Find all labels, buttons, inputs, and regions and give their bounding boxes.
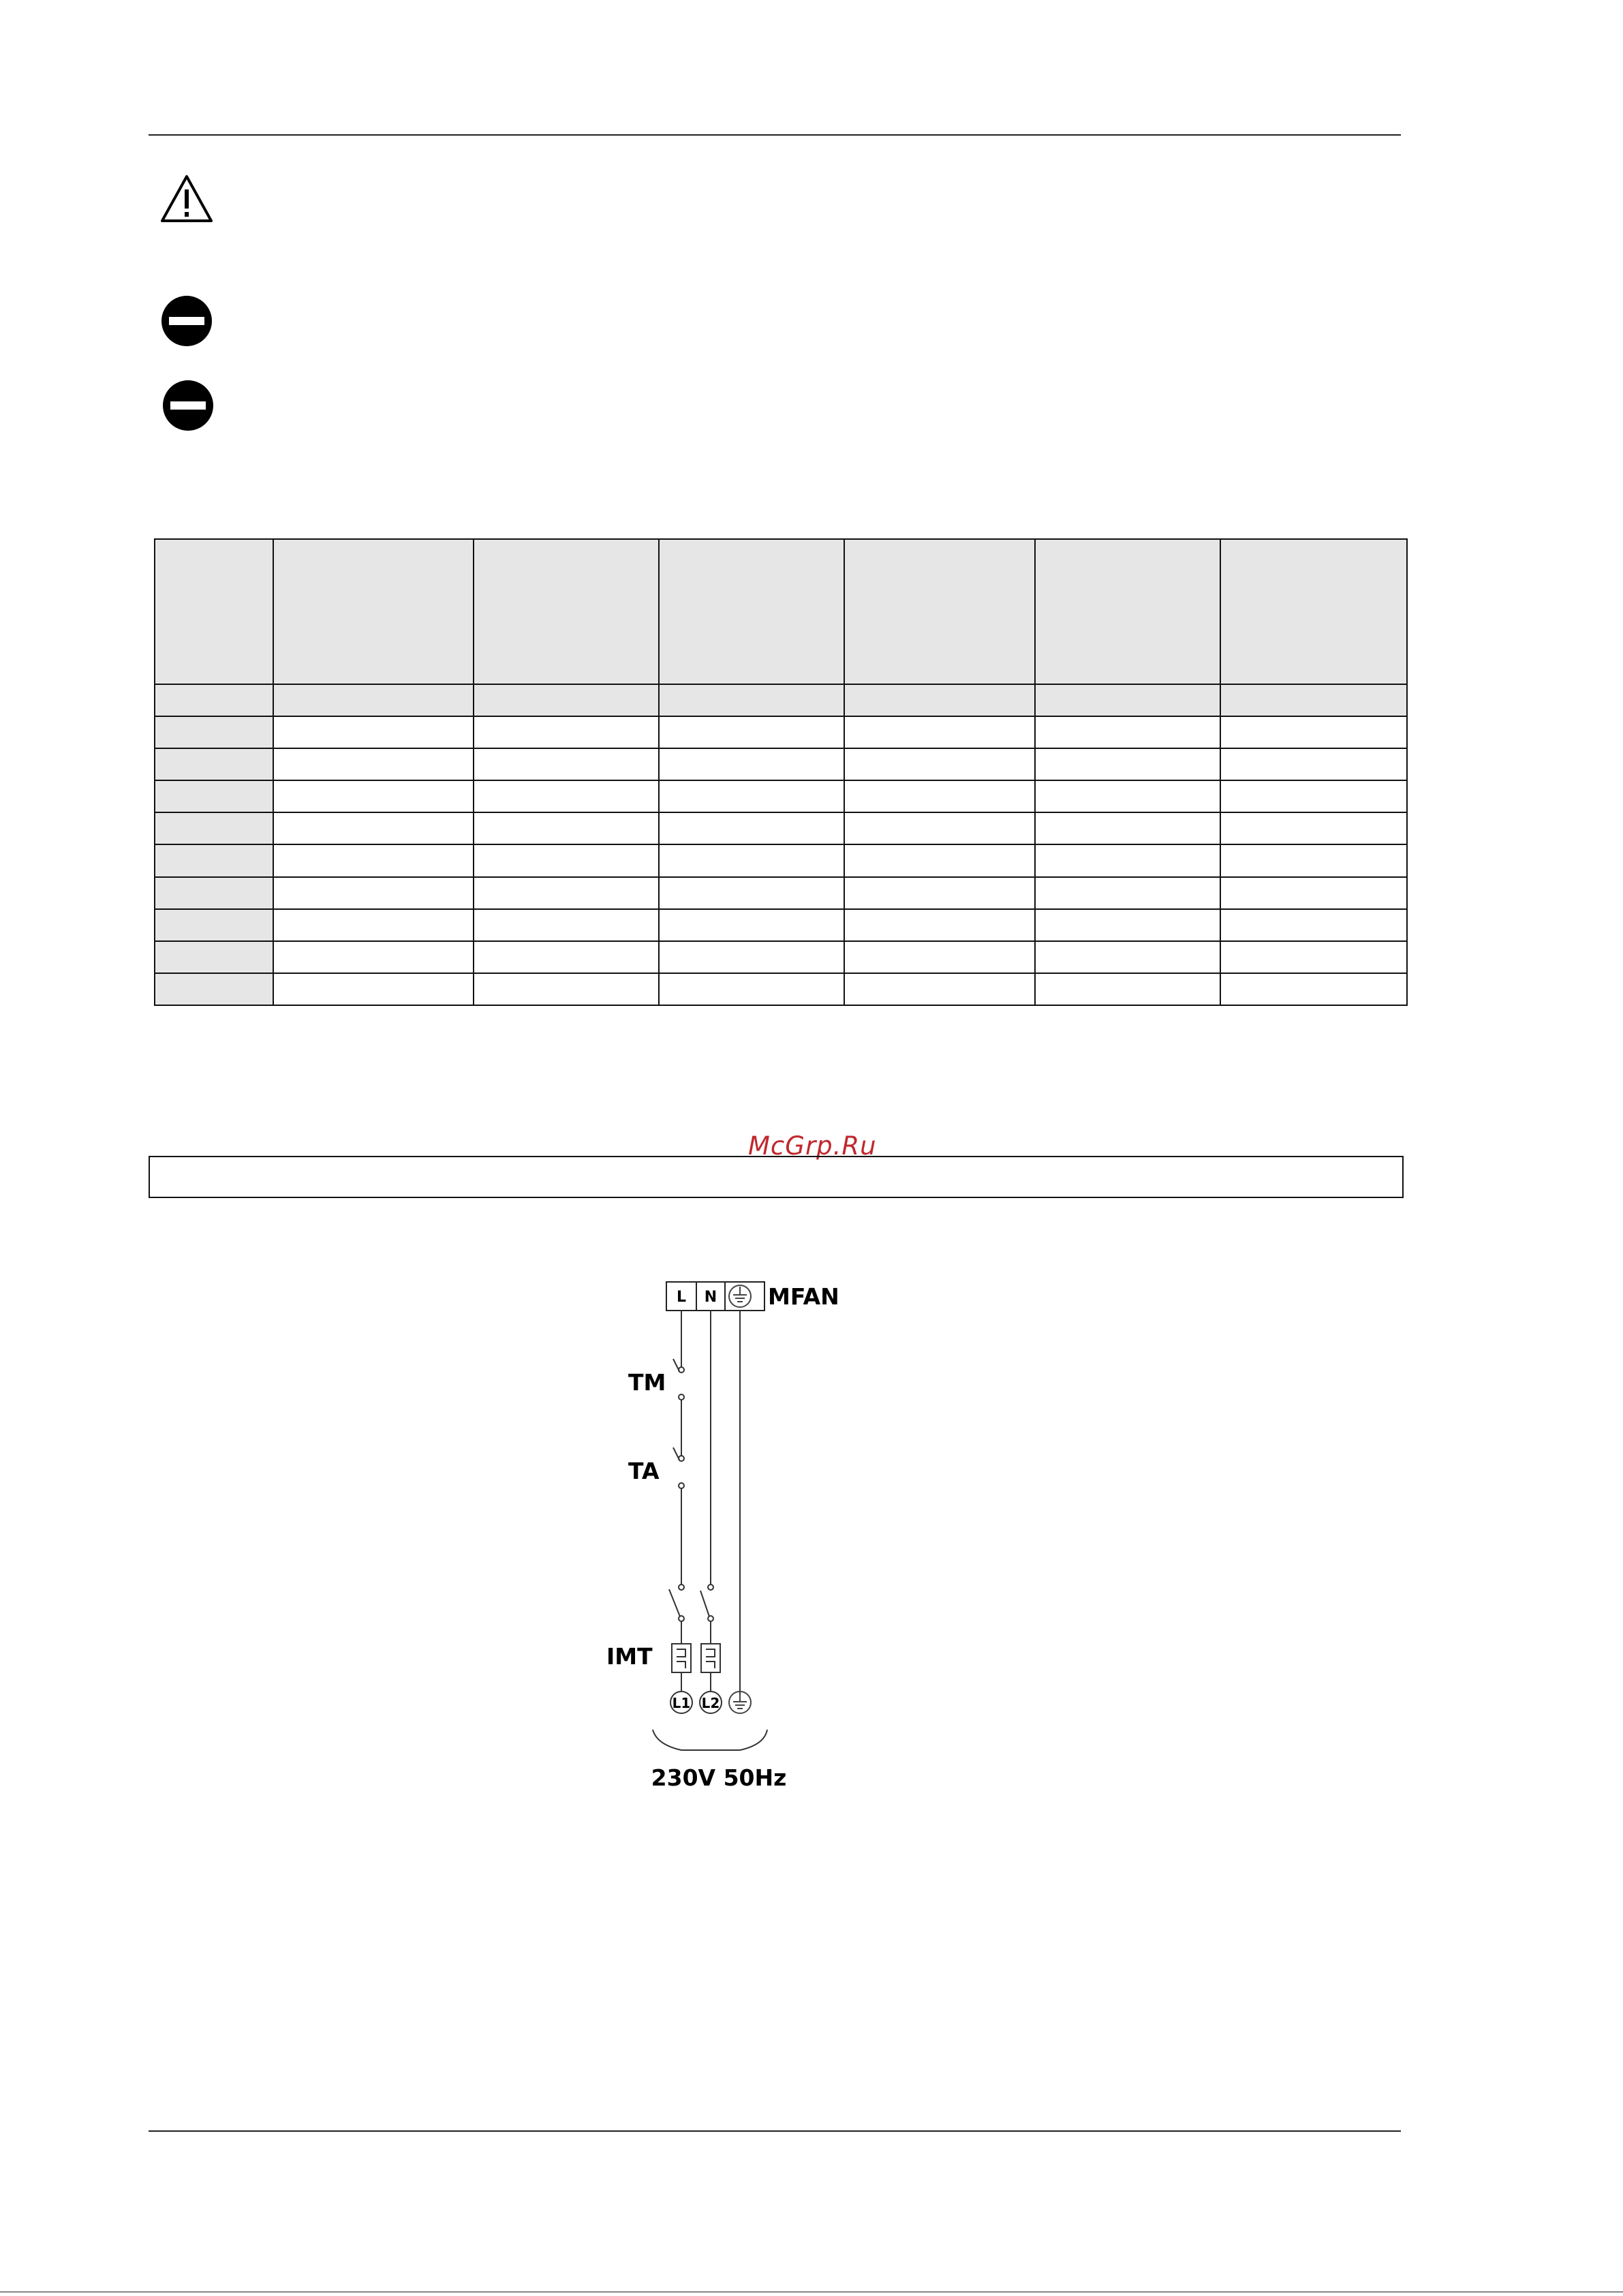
prohibition-icon (159, 294, 214, 348)
table-cell (1035, 973, 1220, 1005)
table-cell (659, 844, 844, 876)
table-cell (1035, 877, 1220, 909)
table-cell (844, 844, 1035, 876)
table-row (155, 973, 1407, 1005)
warning-triangle-icon (159, 173, 214, 225)
table-cell (1035, 941, 1220, 973)
table-cell (844, 909, 1035, 941)
imt-breaker (672, 1644, 720, 1672)
prohibition-icon (161, 378, 215, 433)
table-cell (474, 812, 659, 844)
table-header-cell (155, 539, 273, 684)
table-cell (273, 909, 474, 941)
table-row (155, 748, 1407, 780)
table-header-cell (844, 539, 1035, 684)
table-cell (659, 877, 844, 909)
table-cell (659, 748, 844, 780)
table-cell (273, 844, 474, 876)
fan-label: MFAN (768, 1283, 839, 1310)
watermark: McGrp.Ru (748, 1131, 877, 1161)
table-header-cell (273, 539, 474, 684)
table-cell (844, 941, 1035, 973)
table-cell (659, 812, 844, 844)
table-cell (844, 748, 1035, 780)
table-row-label (155, 941, 273, 973)
wiring-diagram (586, 1268, 872, 1799)
table-cell (1220, 941, 1407, 973)
table-header-row (155, 539, 1407, 684)
table-cell (1035, 748, 1220, 780)
table-row-label (155, 877, 273, 909)
table-cell (844, 716, 1035, 748)
header-rule (149, 134, 1401, 136)
table-row (155, 844, 1407, 876)
table-cell (474, 684, 659, 716)
table-row (155, 716, 1407, 748)
table-cell (1220, 877, 1407, 909)
table-row (155, 780, 1407, 812)
table-cell (659, 973, 844, 1005)
supply-ground-icon (729, 1692, 751, 1713)
table-cell (474, 877, 659, 909)
table-cell (273, 973, 474, 1005)
table-cell (155, 684, 273, 716)
table-cell (1035, 844, 1220, 876)
table-row-label (155, 812, 273, 844)
tm-switch (673, 1359, 679, 1371)
table-header-cell (1220, 539, 1407, 684)
supply-bracket (653, 1730, 767, 1750)
table-cell (474, 909, 659, 941)
table-row (155, 812, 1407, 844)
table-cell (1035, 909, 1220, 941)
table-cell (844, 812, 1035, 844)
table-cell (474, 748, 659, 780)
ground-icon (729, 1285, 751, 1307)
table-subheader-row (155, 684, 1407, 716)
table-cell (659, 909, 844, 941)
table-cell (659, 684, 844, 716)
table-row (155, 909, 1407, 941)
table-cell (273, 812, 474, 844)
table-cell (1220, 684, 1407, 716)
table-cell (273, 716, 474, 748)
table-cell (1035, 812, 1220, 844)
table-row-label (155, 844, 273, 876)
table-cell (1220, 973, 1407, 1005)
table-row-label (155, 973, 273, 1005)
table-cell (474, 844, 659, 876)
table-cell (1035, 716, 1220, 748)
imt-label: IMT (606, 1643, 653, 1670)
terminal-n-label: N (704, 1289, 717, 1306)
table-cell (844, 877, 1035, 909)
table-cell (1220, 909, 1407, 941)
tm-label: TM (628, 1369, 666, 1396)
table-cell (844, 780, 1035, 812)
table-row-label (155, 748, 273, 780)
specification-table (154, 538, 1408, 1006)
table-cell (1220, 748, 1407, 780)
table-cell (659, 716, 844, 748)
table-cell (474, 973, 659, 1005)
table-cell (1220, 812, 1407, 844)
table-cell (273, 684, 474, 716)
footer-rule (149, 2130, 1401, 2132)
terminal-l-label: L (676, 1289, 687, 1306)
table-cell (273, 941, 474, 973)
table-header-cell (1035, 539, 1220, 684)
table-header-cell (474, 539, 659, 684)
table-cell (273, 780, 474, 812)
table-cell (273, 877, 474, 909)
supply-terminal-l1-label: L1 (672, 1695, 691, 1711)
table-cell (1220, 716, 1407, 748)
table-cell (844, 973, 1035, 1005)
table-row-label (155, 780, 273, 812)
table-row (155, 877, 1407, 909)
table-cell (1035, 684, 1220, 716)
supply-label: 230V 50Hz (651, 1764, 787, 1791)
table-row-label (155, 909, 273, 941)
table-cell (1035, 780, 1220, 812)
ta-label: TA (628, 1458, 660, 1484)
table-row-label (155, 716, 273, 748)
table-cell (273, 748, 474, 780)
table-cell (474, 941, 659, 973)
caption-box (149, 1156, 1404, 1198)
ta-switch (673, 1448, 679, 1460)
table-cell (844, 684, 1035, 716)
table-cell (474, 716, 659, 748)
table-cell (659, 780, 844, 812)
table-cell (1220, 780, 1407, 812)
table-cell (1220, 844, 1407, 876)
table-row (155, 941, 1407, 973)
table-cell (659, 941, 844, 973)
table-header-cell (659, 539, 844, 684)
supply-terminal-l2-label: L2 (701, 1695, 720, 1711)
page-bottom-rule (0, 2291, 1623, 2293)
table-cell (474, 780, 659, 812)
